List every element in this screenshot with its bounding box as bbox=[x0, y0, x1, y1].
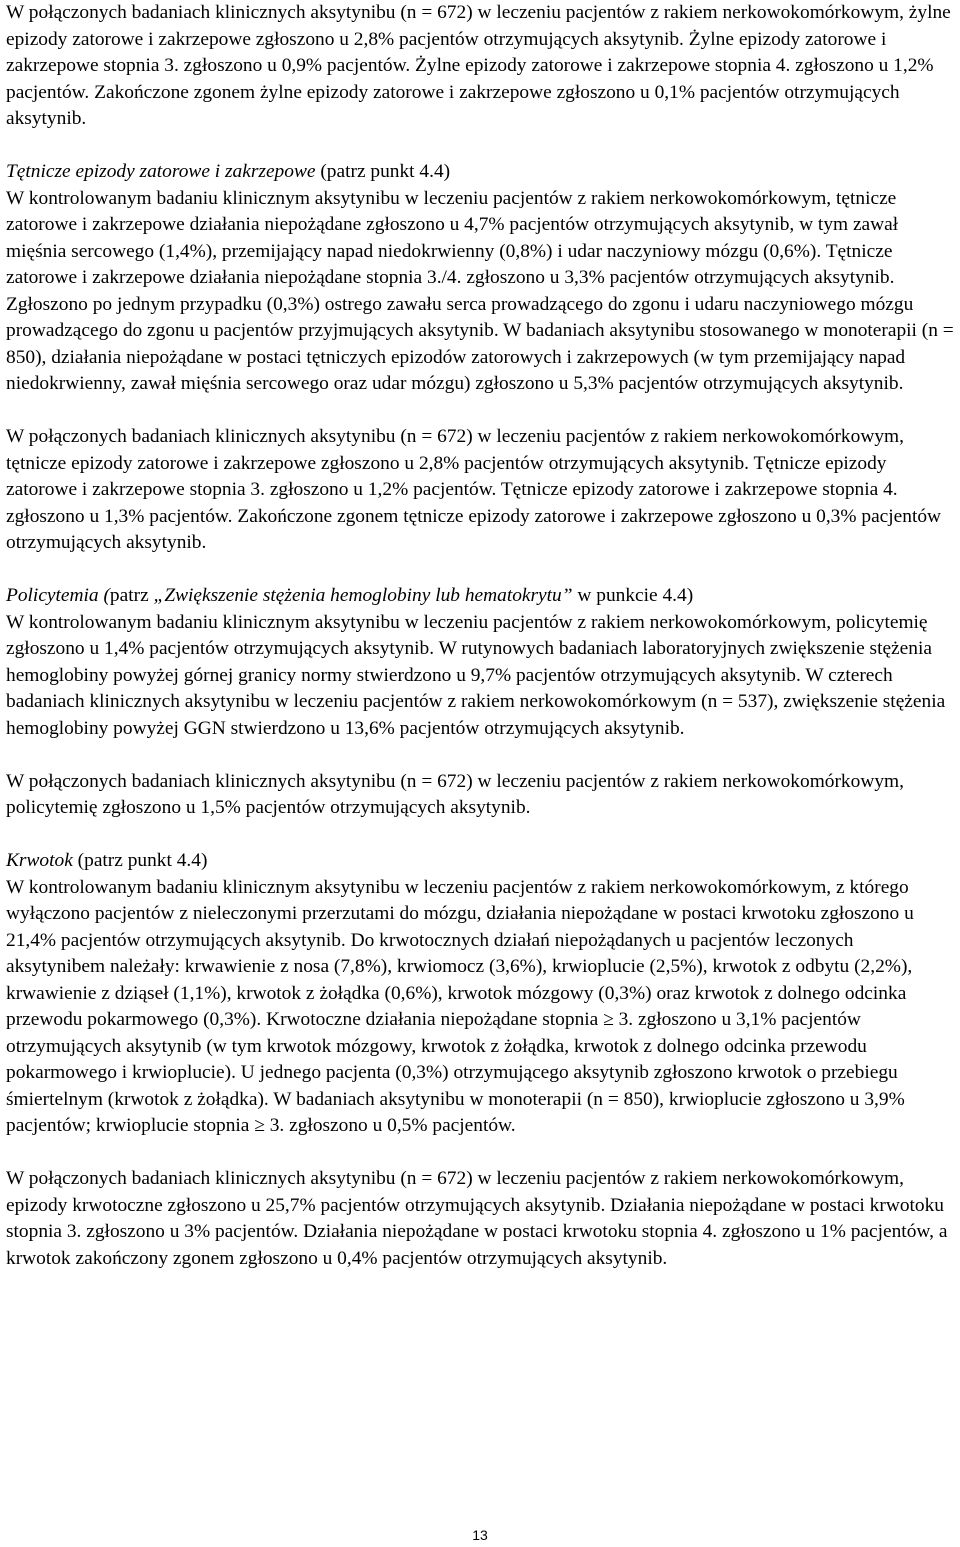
paragraph-polycythemia-controlled: W kontrolowanym badaniu klinicznym aksytynibu w leczeniu pacjentów z rakiem nerkowokomórkowym, policytemię zgłoszono u 1,4% pacjentów otrzymujących aksytynib. W rutynowych badaniach laboratoryjnych zwiększenie stężenia hemoglobiny powyżej górnej granicy normy stwierdzono u 9,7% pacjentów otrzymujących aksytynib. W czterech badaniach klinicznych aksytynibu w leczeniu pacjentów z rakiem nerkowokomórkowym (n = 537), zwiększenie stężenia hemoglobiny powyżej GGN stwierdzono u 13,6% pacjentów otrzymujących aksytynib. bbox=[6, 611, 946, 739]
paragraph-arterial-pooled: W połączonych badaniach klinicznych aksytynibu (n = 672) w leczeniu pacjentów z rakiem nerkowokomórkowym, tętnicze epizody zatorowe i zakrzepowe zgłoszono u 2,8% pacjentów otrzymujących aksytynib. Tętnicze epizody zatorowe i zakrzepowe stopnia 3. zgłoszono u 1,2% pacjentów. Tętnicze epizody zatorowe i zakrzepowe stopnia 4. zgłoszono u 1,3% pacjentów. Zakończone zgonem tętnicze epizody zatorowe i zakrzepowe zgłoszono u 0,3% pacjentów otrzymujących aksytynib. bbox=[6, 426, 942, 553]
section-heading-polycythemia-italic-1: Policytemia ( bbox=[6, 585, 110, 606]
section-heading-arterial bbox=[6, 159, 956, 186]
section-heading-polycythemia-italic-2: „Zwiększenie stężenia hemoglobiny lub hematokrytu” bbox=[153, 585, 573, 606]
section-heading-polycythemia-ref-2: w punkcie 4.4) bbox=[572, 585, 694, 606]
paragraph-hemorrhage-controlled: W kontrolowanym badaniu klinicznym aksytynibu w leczeniu pacjentów z rakiem nerkowokomórkowym, z którego wyłączono pacjentów z nieleczonymi przerzutami do mózgu, działania niepożądane w postaci krwotoku zgłoszono u 21,4% pacjentów otrzymujących aksytynib. Do krwotocznych działań niepożądanych u pacjentów leczonych aksytynibem należały: krwawienie z nosa (7,8%), krwiomocz (3,6%), krwioplucie (2,5%), krwotok z odbytu (2,2%), krwawienie z dziąseł (1,1%), krwotok z żołądka (0,6%), krwotok mózgowy (0,3%) oraz krwotok z dolnego odcinka przewodu pokarmowego (0,3%). Krwotoczne działania niepożądane stopnia ≥ 3. zgłoszono u 3,1% pacjentów otrzymujących aksytynib (w tym krwotok mózgowy, krwotok z żołądka, krwotok z dolnego odcinka przewodu pokarmowego i krwioplucie). U jednego pacjenta (0,3%) otrzymującego aksytynib zgłoszono krwotok o przebiegu śmiertelnym (krwotok z żołądka). W badaniach aksytynibu w monoterapii (n = 850), krwioplucie zgłoszono u 3,9% pacjentów; krwioplucie stopnia ≥ 3. zgłoszono u 0,5% pacjentów. bbox=[6, 876, 914, 1136]
page-number: 13 bbox=[472, 1527, 488, 1543]
section-heading-hemorrhage-ref: (patrz punkt 4.4) bbox=[72, 850, 208, 871]
section-heading-polycythemia bbox=[6, 583, 956, 610]
paragraph-arterial-controlled: W kontrolowanym badaniu klinicznym aksytynibu w leczeniu pacjentów z rakiem nerkowokomórkowym, tętnicze zatorowe i zakrzepowe działania niepożądane zgłoszono u 4,7% pacjentów otrzymujących aksytynib, w tym zawał mięśnia sercowego (1,4%), przemijający napad niedokrwienny (0,8%) i udar naczyniowy mózgu (0,6%). Tętnicze zatorowe i zakrzepowe działania niepożądane stopnia 3./4. zgłoszono u 3,3% pacjentów otrzymujących aksytynib. Zgłoszono po jednym przypadku (0,3%) ostrego zawału serca prowadzącego do zgonu i udaru naczyniowego mózgu prowadzącego do zgonu u pacjentów przyjmujących aksytynib. W badaniach aksytynibu stosowanego w monoterapii (n = 850), działania niepożądane w postaci tętniczych epizodów zatorowych i zakrzepowych (w tym przemijający napad niedokrwienny, zawał mięśnia sercowego oraz udar mózgu) zgłoszono u 5,3% pacjentów otrzymujących aksytynib. bbox=[6, 187, 954, 394]
section-heading-hemorrhage bbox=[6, 848, 956, 875]
section-heading-polycythemia-ref-1: patrz bbox=[109, 585, 154, 606]
paragraph-polycythemia-pooled: W połączonych badaniach klinicznych aksytynibu (n = 672) w leczeniu pacjentów z rakiem nerkowokomórkowym, policytemię zgłoszono u 1,5% pacjentów otrzymujących aksytynib. bbox=[6, 770, 904, 818]
section-heading-hemorrhage-italic: Krwotok bbox=[6, 850, 73, 871]
section-heading-arterial-italic: Tętnicze epizody zatorowe i zakrzepowe bbox=[6, 161, 316, 182]
paragraph-hemorrhage-pooled: W połączonych badaniach klinicznych aksytynibu (n = 672) w leczeniu pacjentów z rakiem nerkowokomórkowym, epizody krwotoczne zgłoszono u 25,7% pacjentów otrzymujących aksytynib. Działania niepożądane w postaci krwotoku stopnia 3. zgłoszono u 3% pacjentów. Działania niepożądane w postaci krwotoku stopnia 4. zgłoszono u 1% pacjentów, a krwotok zakończony zgonem zgłoszono u 0,4% pacjentów otrzymujących aksytynib. bbox=[6, 1168, 948, 1269]
section-heading-arterial-ref: (patrz punkt 4.4) bbox=[315, 161, 451, 182]
document-page bbox=[6, 0, 956, 1272]
paragraph-venous-pooled: W połączonych badaniach klinicznych aksytynibu (n = 672) w leczeniu pacjentów z rakiem nerkowokomórkowym, żylne epizody zatorowe i zakrzepowe zgłoszono u 2,8% pacjentów otrzymujących aksytynib. Żylne epizody zatorowe i zakrzepowe stopnia 3. zgłoszono u 0,9% pacjentów. Żylne epizody zatorowe i zakrzepowe stopnia 4. zgłoszono u 1,2% pacjentów. Zakończone zgonem żylne epizody zatorowe i zakrzepowe zgłoszono u 0,1% pacjentów otrzymujących aksytynib. bbox=[6, 2, 951, 129]
